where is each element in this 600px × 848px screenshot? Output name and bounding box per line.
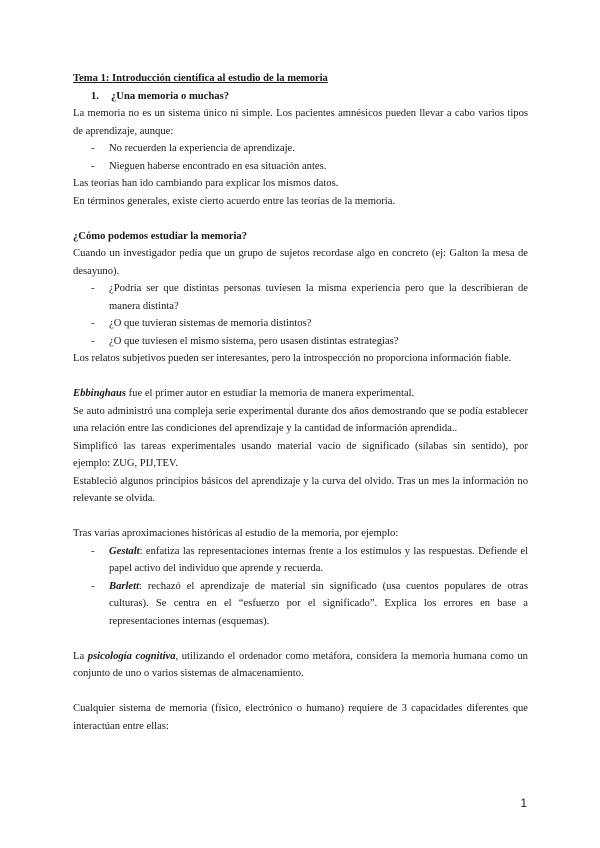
- cognitive-paragraph: [73, 648, 528, 683]
- historical-intro: Tras varias aproximaciones históricas al estudio de la memoria, por ejemplo:: [73, 528, 399, 539]
- ebbinghaus-paragraph: [73, 385, 528, 403]
- list-item: - No recuerden la experiencia de aprendizaje.: [73, 140, 528, 158]
- cognitive-pre: La: [73, 650, 88, 662]
- section-1-heading: [73, 88, 528, 106]
- section-1-number: 1.: [91, 90, 99, 102]
- list-item: - ¿O que tuviesen el mismo sistema, pero usasen distintas estrategias?: [73, 333, 528, 351]
- section-1-paragraph: Las teorías han ido cambiando para explicar los mismos datos.: [73, 178, 339, 189]
- gestalt-name: Gestalt: [109, 545, 140, 557]
- section-2-heading: ¿Cómo podemos estudiar la memoria?: [73, 230, 248, 242]
- ebbinghaus-name: Ebbinghaus: [73, 388, 126, 399]
- ebbinghaus-paragraph: Estableció algunos principios básicos del aprendizaje y la curva del olvido. Tras un mes la información no relevante se olvida.: [73, 475, 528, 504]
- historical-list: [73, 543, 528, 631]
- list-item: - ¿Podría ser que distintas personas tuviesen la misma experiencia pero que la describieran de manera distinta?: [73, 280, 528, 315]
- section-2-outro: Los relatos subjetivos pueden ser interesantes, pero la introspección no proporciona información fiable.: [73, 353, 512, 364]
- gestalt-text: : enfatiza las representaciones internas frente a los estímulos y las respuestas. Defiende el papel activo del individuo que aprende y recuerda.: [109, 545, 528, 574]
- document-title: Tema 1: Introducción científica al estudio de la memoria: [73, 73, 328, 84]
- section-1-intro: La memoria no es un sistema único ni simple. Los pacientes amnésicos pueden llevar a cabo varios tipos de aprendizaje, aunque:: [73, 108, 528, 137]
- barlett-text: : rechazó el aprendizaje de material sin significado (usa cuentos populares de otras culturas). Se centra en el “esfuerzo por el significado”. Explica los errores en base a representaciones internas (esquemas).: [109, 580, 528, 627]
- last-paragraph: Cualquier sistema de memoria (físico, electrónico o humano) requiere de 3 capacidades diferentes que interactúan entre ellas:: [73, 703, 528, 732]
- page-number: 1: [520, 796, 527, 810]
- ebbinghaus-text: fue el primer autor en estudiar la memoria de manera experimental.: [126, 388, 415, 399]
- section-1-title: ¿Una memoria o muchas?: [111, 90, 229, 102]
- section-2-list: [73, 280, 528, 350]
- cognitive-term: psicología cognitiva: [87, 650, 176, 662]
- ebbinghaus-paragraph: Simplificó las tareas experimentales usando material vacío de significado (sílabas sin sentido), por ejemplo: ZUG, PIJ,TEV.: [73, 440, 528, 469]
- ebbinghaus-paragraph: Se auto administró una compleja serie experimental durante dos años demostrando que se podía establecer una relación entre las condiciones del aprendizaje y la cantidad de información aprendida..: [73, 405, 528, 434]
- section-1-paragraph: En términos generales, existe cierto acuerdo entre las teorías de la memoria.: [73, 195, 396, 207]
- cognitive-post: , utilizando el ordenador como metáfora, considera la memoria humana como un conjunto de uno o varios sistemas de almacenamiento.: [73, 650, 528, 679]
- section-1-list: [73, 140, 528, 175]
- list-item: [73, 543, 528, 578]
- list-item: - ¿O que tuvieran sistemas de memoria distintos?: [73, 315, 528, 333]
- list-item: [73, 578, 528, 631]
- barlett-name: Barlett: [109, 580, 140, 592]
- document-body: [73, 70, 528, 735]
- list-item: - Nieguen haberse encontrado en esa situación antes.: [73, 158, 528, 176]
- section-2-intro: Cuando un investigador pedía que un grupo de sujetos recordase algo en concreto (ej: Galton la mesa de desayuno).: [73, 248, 528, 277]
